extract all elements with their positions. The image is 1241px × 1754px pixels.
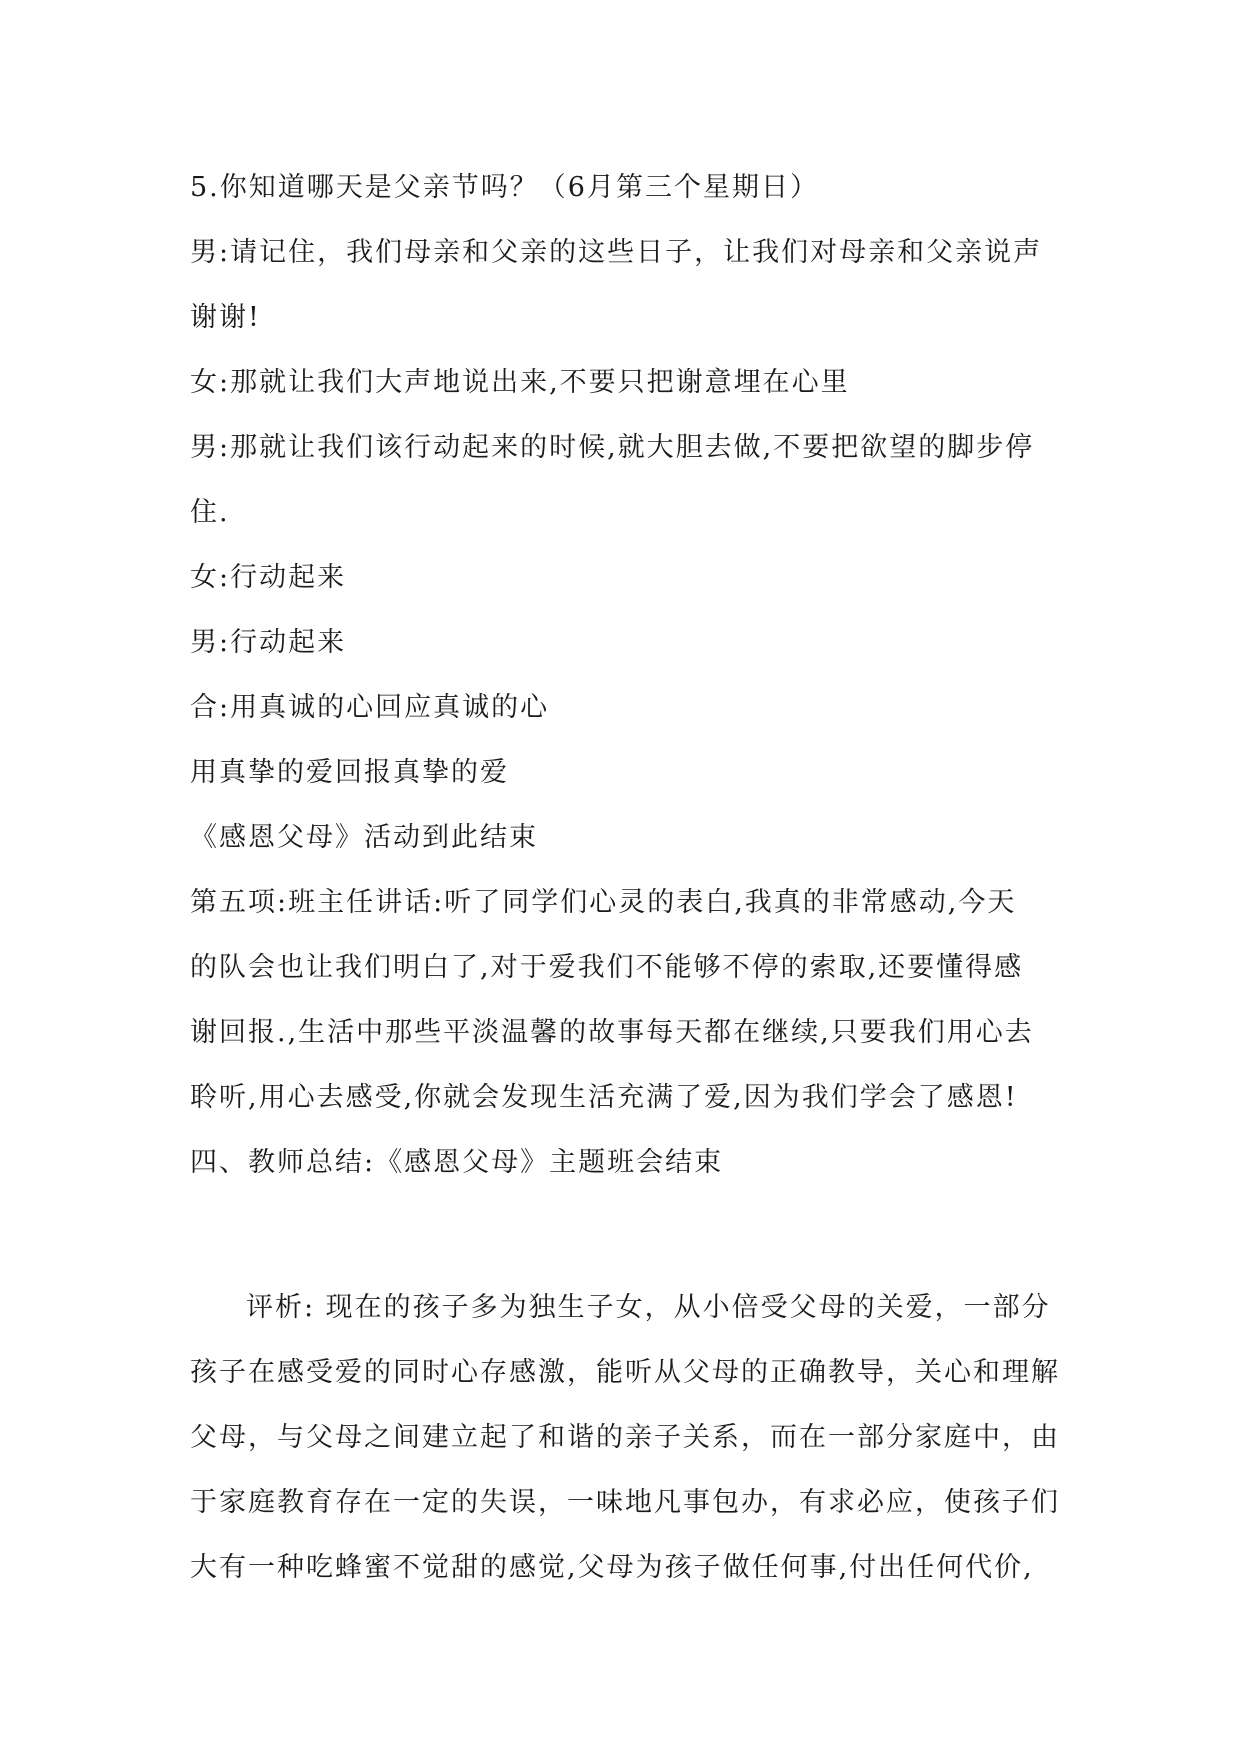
text-line: 父母，与父母之间建立起了和谐的亲子关系，而在一部分家庭中，由 — [190, 1422, 1060, 1453]
text-line: 男:请记住，我们母亲和父亲的这些日子，让我们对母亲和父亲说声 — [190, 237, 1043, 268]
text-line: 大有一种吃蜂蜜不觉甜的感觉,父母为孩子做任何事,付出任何代价, — [190, 1552, 1034, 1583]
text-line: 评析: 现在的孩子多为独生子女，从小倍受父母的关爱，一部分 — [246, 1292, 1051, 1323]
text-line: 谢谢! — [190, 302, 261, 333]
text-line: 孩子在感受爱的同时心存感激，能听从父母的正确教导，关心和理解 — [190, 1357, 1060, 1388]
text-line: 女:那就让我们大声地说出来,不要只把谢意埋在心里 — [190, 367, 850, 398]
text-line: 5.你知道哪天是父亲节吗？（6月第三个星期日） — [190, 172, 819, 203]
text-line: 四、教师总结:《感恩父母》主题班会结束 — [190, 1147, 724, 1178]
text-line: 用真挚的爱回报真挚的爱 — [190, 757, 509, 788]
text-line: 男:行动起来 — [190, 627, 347, 658]
text-line: 谢回报.,生活中那些平淡温馨的故事每天都在继续,只要我们用心去 — [190, 1017, 1034, 1048]
text-line: 合:用真诚的心回应真诚的心 — [190, 692, 550, 723]
text-line: 《感恩父母》活动到此结束 — [190, 822, 538, 853]
text-line: 聆听,用心去感受,你就会发现生活充满了爱,因为我们学会了感恩! — [190, 1082, 1018, 1113]
text-line: 男:那就让我们该行动起来的时候,就大胆去做,不要把欲望的脚步停 — [190, 432, 1035, 463]
document-page — [190, 155, 1060, 1600]
text-line: 的队会也让我们明白了,对于爱我们不能够不停的索取,还要懂得感 — [190, 952, 1024, 983]
paragraph-gap — [190, 1195, 1060, 1275]
text-line: 女:行动起来 — [190, 562, 347, 593]
text-line: 于家庭教育存在一定的失误，一味地凡事包办，有求必应，使孩子们 — [190, 1487, 1060, 1518]
text-line: 第五项:班主任讲话:听了同学们心灵的表白,我真的非常感动,今天 — [190, 887, 1017, 918]
text-line: 住. — [190, 497, 230, 528]
